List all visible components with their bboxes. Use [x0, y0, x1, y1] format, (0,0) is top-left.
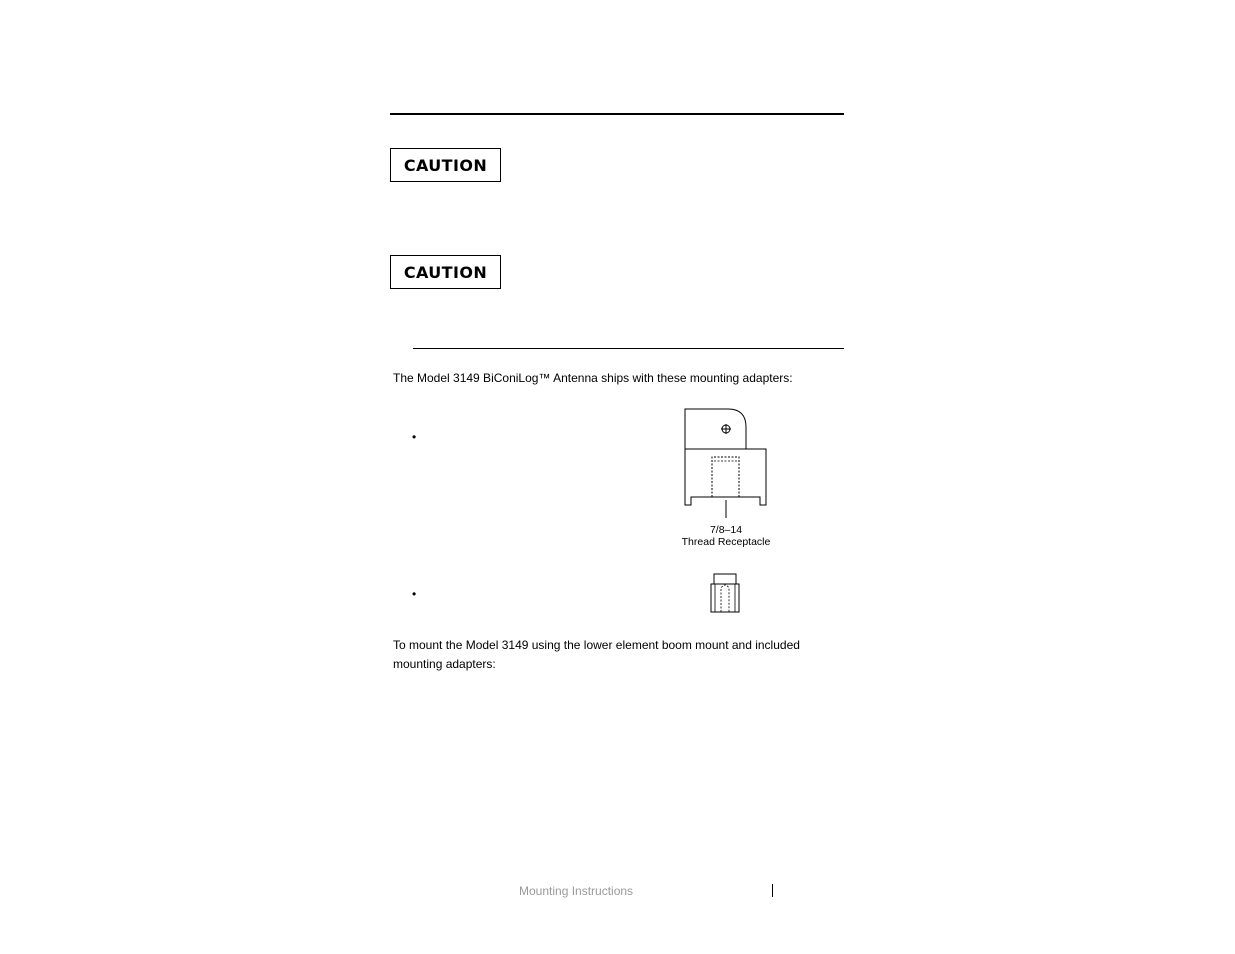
section-rule-mid [413, 348, 844, 349]
adapter-top-plate [685, 409, 746, 449]
mounting-adapter-figure [670, 405, 782, 550]
section-rule-top [390, 113, 844, 115]
footer-section-title: Mounting Instructions [519, 884, 634, 898]
thread-size-label: 7/8–14 [709, 524, 743, 536]
bullet-marker-1: • [412, 430, 417, 444]
caution-label-1: CAUTION [390, 148, 501, 182]
small-adapter-thread [721, 585, 729, 612]
small-adapter-figure [706, 572, 744, 614]
caution-label-2: CAUTION [390, 255, 501, 289]
small-adapter-cap [714, 574, 736, 584]
mount-instructions-paragraph: To mount the Model 3149 using the lower element boom mount and included mounting adapters: [393, 638, 800, 671]
footer-divider [772, 884, 773, 897]
thread-receptacle-label: Thread Receptacle [681, 536, 771, 548]
crosshair-circle-icon [721, 424, 731, 434]
bullet-marker-2: • [412, 587, 417, 601]
intro-paragraph: The Model 3149 BiConiLog™ Antenna ships with these mounting adapters: [393, 371, 793, 385]
thread-receptacle-outline [712, 457, 739, 497]
